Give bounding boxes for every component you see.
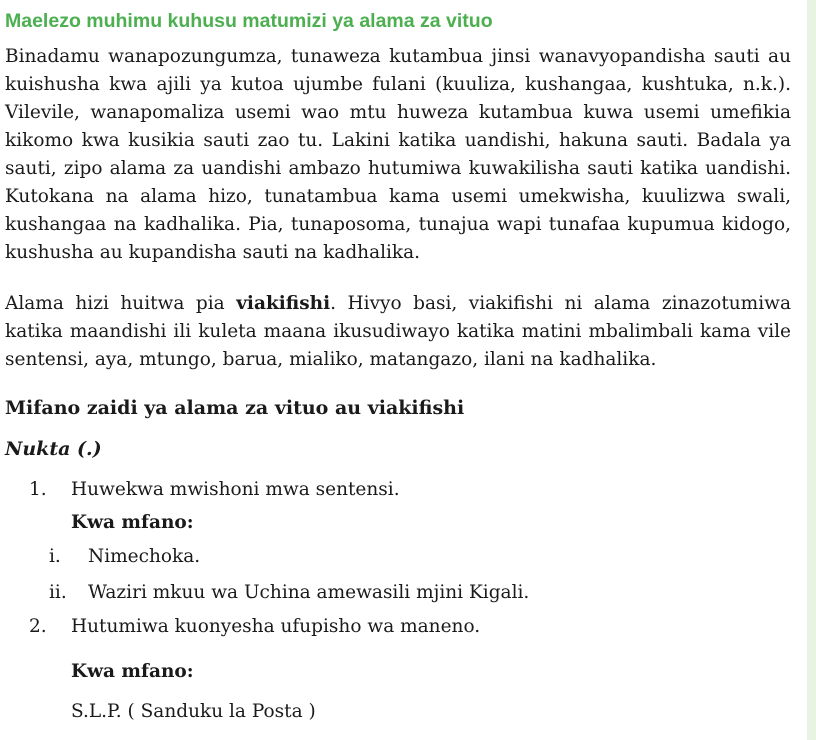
- nukta-title: Nukta (.): [5, 438, 102, 460]
- item-text: Hutumiwa kuonyesha ufupisho wa maneno.: [71, 616, 481, 637]
- page-margin-bar: [807, 0, 816, 740]
- example-text: Waziri mkuu wa Uchina amewasili mjini Kigali.: [88, 582, 530, 603]
- example-text: Nimechoka.: [88, 546, 201, 567]
- item-text: Huwekwa mwishoni mwa sentensi.: [71, 479, 400, 500]
- example-marker: i.: [49, 546, 61, 567]
- definition-text-after: . Hivyo basi, viakifishi ni alama zinazotumiwa katika maandishi ili kuleta maana ikusudiwayo katika matini mbalimbali kama vile sentensi, aya, mtungo, barua, mialiko, matangazo, ilani na kadhalika.: [5, 293, 791, 370]
- examples-subheading: Mifano zaidi ya alama za vituo au viakifishi: [5, 397, 465, 419]
- example-label: Kwa mfano:: [71, 661, 194, 682]
- item-number: 1.: [29, 479, 47, 500]
- intro-paragraph: Binadamu wanapozungumza, tunaweza kutambua jinsi wanavyopandisha sauti au kuishusha kwa ajili ya kutoa ujumbe fulani (kuuliza, kushangaa, kushtuka, n.k.). Vilevile, wanapomaliza usemi wao mtu huweza kutambua kuwa usemi umefikia kikomo kwa kusikia sauti zao tu. Lakini katika uandishi, hakuna sauti. Badala ya sauti, zipo alama za uandishi ambazo hutumiwa kuwakilisha sauti katika uandishi. Kutokana na alama hizo, tunatambua kama usemi umekwisha, kuulizwa swali, kushangaa na kadhalika. Pia, tunaposoma, tunajua wapi tunafaa kupumua kidogo, kushusha au kupandisha sauti na kadhalika.: [5, 46, 791, 263]
- keyword-viakifishi: viakifishi: [236, 293, 331, 314]
- example-label: Kwa mfano:: [71, 512, 194, 533]
- item-number: 2.: [29, 616, 47, 637]
- example-marker: ii.: [49, 582, 67, 603]
- example-text: S.L.P. ( Sanduku la Posta ): [71, 701, 316, 722]
- definition-paragraph: [5, 290, 791, 374]
- definition-text-before: Alama hizi huitwa pia: [5, 293, 237, 314]
- section-heading: Maelezo muhimu kuhusu matumizi ya alama za vituo: [5, 10, 493, 32]
